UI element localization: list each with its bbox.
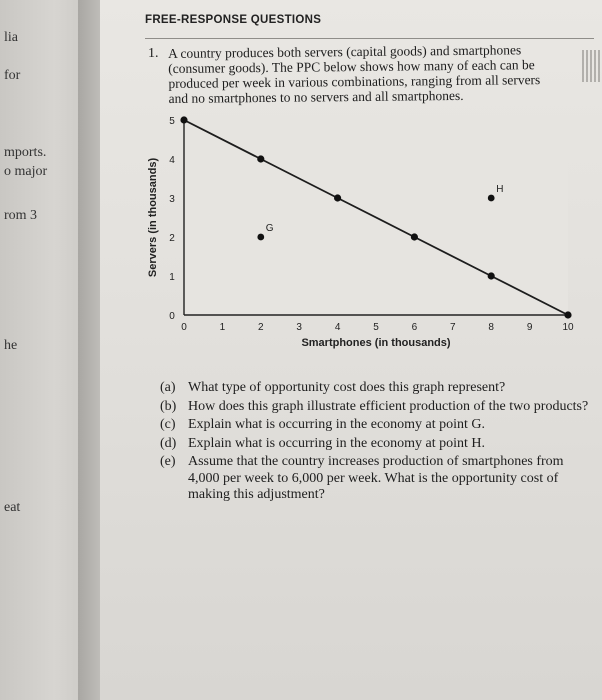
sub-question-label: (b)	[160, 398, 177, 414]
ppc-point	[334, 194, 341, 201]
x-tick-label: 6	[411, 322, 418, 333]
sub-question-label: (a)	[160, 380, 176, 395]
sub-question-list	[160, 380, 590, 506]
page-edge-mark	[582, 50, 602, 82]
x-tick-label: 1	[219, 322, 226, 333]
y-tick-label: 2	[169, 233, 175, 244]
x-tick-label: 5	[373, 322, 379, 333]
facing-page-fragment: mports.	[4, 145, 47, 160]
facing-page-fragment: eat	[4, 500, 21, 515]
facing-page-fragment: o major	[4, 164, 48, 179]
sub-question-label: (c)	[160, 417, 176, 432]
ppc-point	[180, 116, 187, 123]
sub-question-text: What type of opportunity cost does this graph represent?	[188, 380, 506, 395]
x-tick-label: 0	[181, 322, 187, 333]
question-line: and no smartphones to no servers and all smartphones.	[168, 87, 464, 106]
question-line: (consumer goods). The PPC below shows how many of each can be	[168, 57, 535, 76]
x-tick-label: 9	[526, 322, 533, 333]
y-tick-label: 3	[169, 194, 175, 205]
textbook-page	[100, 0, 602, 700]
sub-question-text: Assume that the country increases production of smartphones from 4,000 per week to 6,000 per week. What is the opportunity cost of making this adjustment?	[188, 454, 564, 502]
x-axis-title: Smartphones (in thousands)	[301, 337, 451, 349]
sub-question	[160, 417, 590, 434]
x-tick-label: 4	[334, 322, 341, 333]
sub-question-text: Explain what is occurring in the economy at point G.	[188, 417, 486, 432]
facing-page	[0, 0, 78, 700]
point-h-label: H	[496, 184, 504, 195]
question-number: 1.	[148, 46, 159, 61]
ppc-chart	[140, 108, 602, 368]
point-g	[257, 234, 264, 241]
facing-page-fragment: rom 3	[4, 208, 38, 223]
sub-question	[160, 436, 590, 453]
x-tick-label: 3	[296, 322, 302, 333]
sub-question-text: How does this graph illustrate efficient production of the two products?	[188, 398, 589, 414]
ppc-point	[488, 272, 495, 279]
sub-question	[160, 380, 590, 397]
sub-question-label: (d)	[160, 435, 177, 451]
x-tick-label: 10	[562, 322, 574, 333]
facing-page-fragment: lia	[4, 30, 18, 45]
x-tick-label: 2	[258, 322, 264, 333]
question-line: produced per week in various combinations, ranging from all servers	[168, 72, 541, 91]
y-tick-label: 5	[169, 116, 175, 127]
facing-page-fragment: he	[4, 338, 18, 353]
y-tick-label: 1	[169, 272, 175, 283]
facing-page-fragment: for	[4, 68, 21, 83]
ppc-point	[564, 311, 571, 318]
x-tick-label: 8	[488, 322, 494, 333]
x-tick-label: 7	[450, 322, 456, 333]
question-line: A country produces both servers (capital goods) and smartphones	[168, 42, 522, 61]
header-rule	[145, 38, 594, 39]
section-title: FREE-RESPONSE QUESTIONS	[145, 14, 322, 26]
sub-question	[160, 399, 590, 416]
question-text	[168, 42, 571, 106]
ppc-point	[411, 233, 418, 240]
sub-question	[160, 454, 590, 504]
ppc-point	[257, 155, 264, 162]
point-h	[488, 195, 495, 202]
y-axis-title: Servers (in thousands)	[147, 157, 159, 278]
sub-question-label: (e)	[160, 454, 176, 469]
ppc-chart-svg	[140, 108, 602, 368]
y-tick-label: 0	[169, 311, 175, 322]
sub-question-text: Explain what is occurring in the economy at point H.	[188, 435, 486, 451]
y-tick-label: 4	[169, 155, 175, 166]
point-g-label: G	[265, 223, 274, 234]
